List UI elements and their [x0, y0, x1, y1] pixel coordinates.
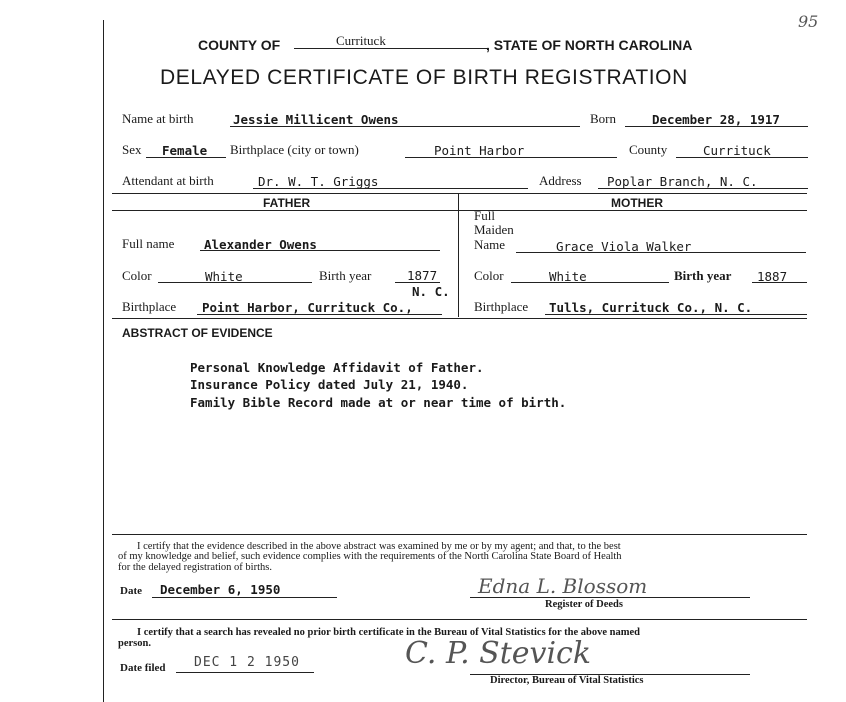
sex-underline — [146, 157, 226, 158]
mother-heading: MOTHER — [611, 196, 663, 210]
date-filed-stamp: DEC 1 2 1950 — [194, 655, 300, 670]
mother-birthplace-value: Tulls, Currituck Co., N. C. — [549, 300, 753, 315]
mother-name-label-2: Maiden — [474, 222, 514, 237]
attendant-value: Dr. W. T. Griggs — [258, 174, 379, 189]
name-label: Name at birth — [122, 111, 194, 126]
born-label: Born — [590, 111, 616, 126]
mother-color-label: Color — [474, 268, 504, 283]
father-name-value: Alexander Owens — [204, 237, 317, 252]
sex-value: Female — [162, 143, 208, 158]
father-birth-year-value: 1877 — [407, 268, 438, 283]
date-filed-underline — [176, 672, 314, 673]
county-underline — [294, 48, 488, 49]
father-birth-year-underline — [395, 282, 440, 283]
evidence-item-2: Insurance Policy dated July 21, 1940. — [190, 377, 469, 392]
certification-text-2: of my knowledge and belief, such evidence complies with the requirements of the North Carolina State Board of Health — [118, 551, 622, 562]
county-field-value: Currituck — [703, 143, 771, 158]
register-signature: Edna L. Blossom — [478, 574, 648, 598]
cert-date-value: December 6, 1950 — [160, 582, 281, 597]
mother-birthplace-label: Birthplace — [474, 299, 529, 314]
father-name-label: Full name — [122, 236, 175, 251]
father-birth-year-label: Birth year — [319, 268, 372, 283]
search-text-2: person. — [118, 638, 151, 649]
father-color-underline — [158, 282, 312, 283]
sex-label: Sex — [122, 142, 142, 157]
mother-birth-year-value: 1887 — [757, 269, 788, 284]
certification-text-3: for the delayed registration of births. — [118, 562, 272, 573]
father-birthplace-extra: N. C. — [412, 284, 450, 299]
address-value: Poplar Branch, N. C. — [607, 174, 758, 189]
birthplace-value: Point Harbor — [434, 143, 525, 158]
father-name-underline — [200, 250, 440, 251]
father-birthplace-value: Point Harbor, Currituck Co., — [202, 300, 413, 315]
certificate-title: DELAYED CERTIFICATE OF BIRTH REGISTRATION — [160, 66, 688, 89]
register-title: Register of Deeds — [545, 599, 623, 610]
address-label: Address — [539, 173, 582, 188]
parents-divider — [458, 193, 459, 317]
attendant-label: Attendant at birth — [122, 173, 214, 188]
father-color-label: Color — [122, 268, 152, 283]
birthplace-label: Birthplace (city or town) — [230, 142, 359, 157]
county-field-label: County — [629, 142, 668, 157]
parents-top-rule — [112, 193, 807, 194]
search-top-rule — [112, 619, 807, 620]
certification-top-rule — [112, 534, 807, 535]
mother-name-value: Grace Viola Walker — [556, 239, 692, 254]
certification-text-1: I certify that the evidence described in the above abstract was examined by me or by my agent; and that, to the best — [137, 541, 621, 552]
father-heading: FATHER — [263, 196, 311, 210]
mother-color-value: White — [549, 269, 587, 284]
born-underline — [625, 126, 808, 127]
state-label: , STATE OF NORTH CAROLINA — [486, 37, 693, 53]
director-signature: C. P. Stevick — [405, 636, 592, 671]
mother-birth-year-underline — [752, 282, 807, 283]
left-border — [103, 20, 104, 702]
parents-bottom-rule — [112, 318, 807, 319]
mother-birth-year-label: Birth year — [674, 268, 732, 283]
mother-color-underline — [511, 282, 669, 283]
father-color-value: White — [205, 269, 243, 284]
cert-date-underline — [152, 597, 337, 598]
director-title: Director, Bureau of Vital Statistics — [490, 675, 644, 686]
mother-name-label-1: Full — [474, 208, 495, 223]
date-filed-label: Date filed — [120, 662, 166, 674]
mother-birthplace-underline — [545, 314, 807, 315]
cert-date-label: Date — [120, 585, 142, 597]
county-field-underline — [676, 157, 808, 158]
name-value: Jessie Millicent Owens — [233, 112, 399, 127]
father-birthplace-label: Birthplace — [122, 299, 177, 314]
county-label: COUNTY OF — [198, 37, 281, 53]
father-birthplace-underline — [197, 314, 442, 315]
register-signature-line — [470, 597, 750, 598]
search-text-1: I certify that a search has revealed no prior birth certificate in the Bureau of Vital Statistics for the above named — [137, 627, 640, 638]
evidence-item-3: Family Bible Record made at or near time of birth. — [190, 395, 567, 410]
county-value: Currituck — [336, 33, 386, 48]
evidence-item-1: Personal Knowledge Affidavit of Father. — [190, 360, 484, 375]
name-underline — [230, 126, 580, 127]
attendant-underline — [253, 188, 528, 189]
born-value: December 28, 1917 — [652, 112, 780, 127]
page-number: 95 — [798, 12, 819, 31]
parents-heading-rule — [112, 210, 807, 211]
address-underline — [598, 188, 808, 189]
evidence-heading: ABSTRACT OF EVIDENCE — [122, 326, 273, 340]
birthplace-underline — [405, 157, 617, 158]
mother-name-label-3: Name — [474, 237, 506, 252]
mother-name-underline — [516, 252, 806, 253]
